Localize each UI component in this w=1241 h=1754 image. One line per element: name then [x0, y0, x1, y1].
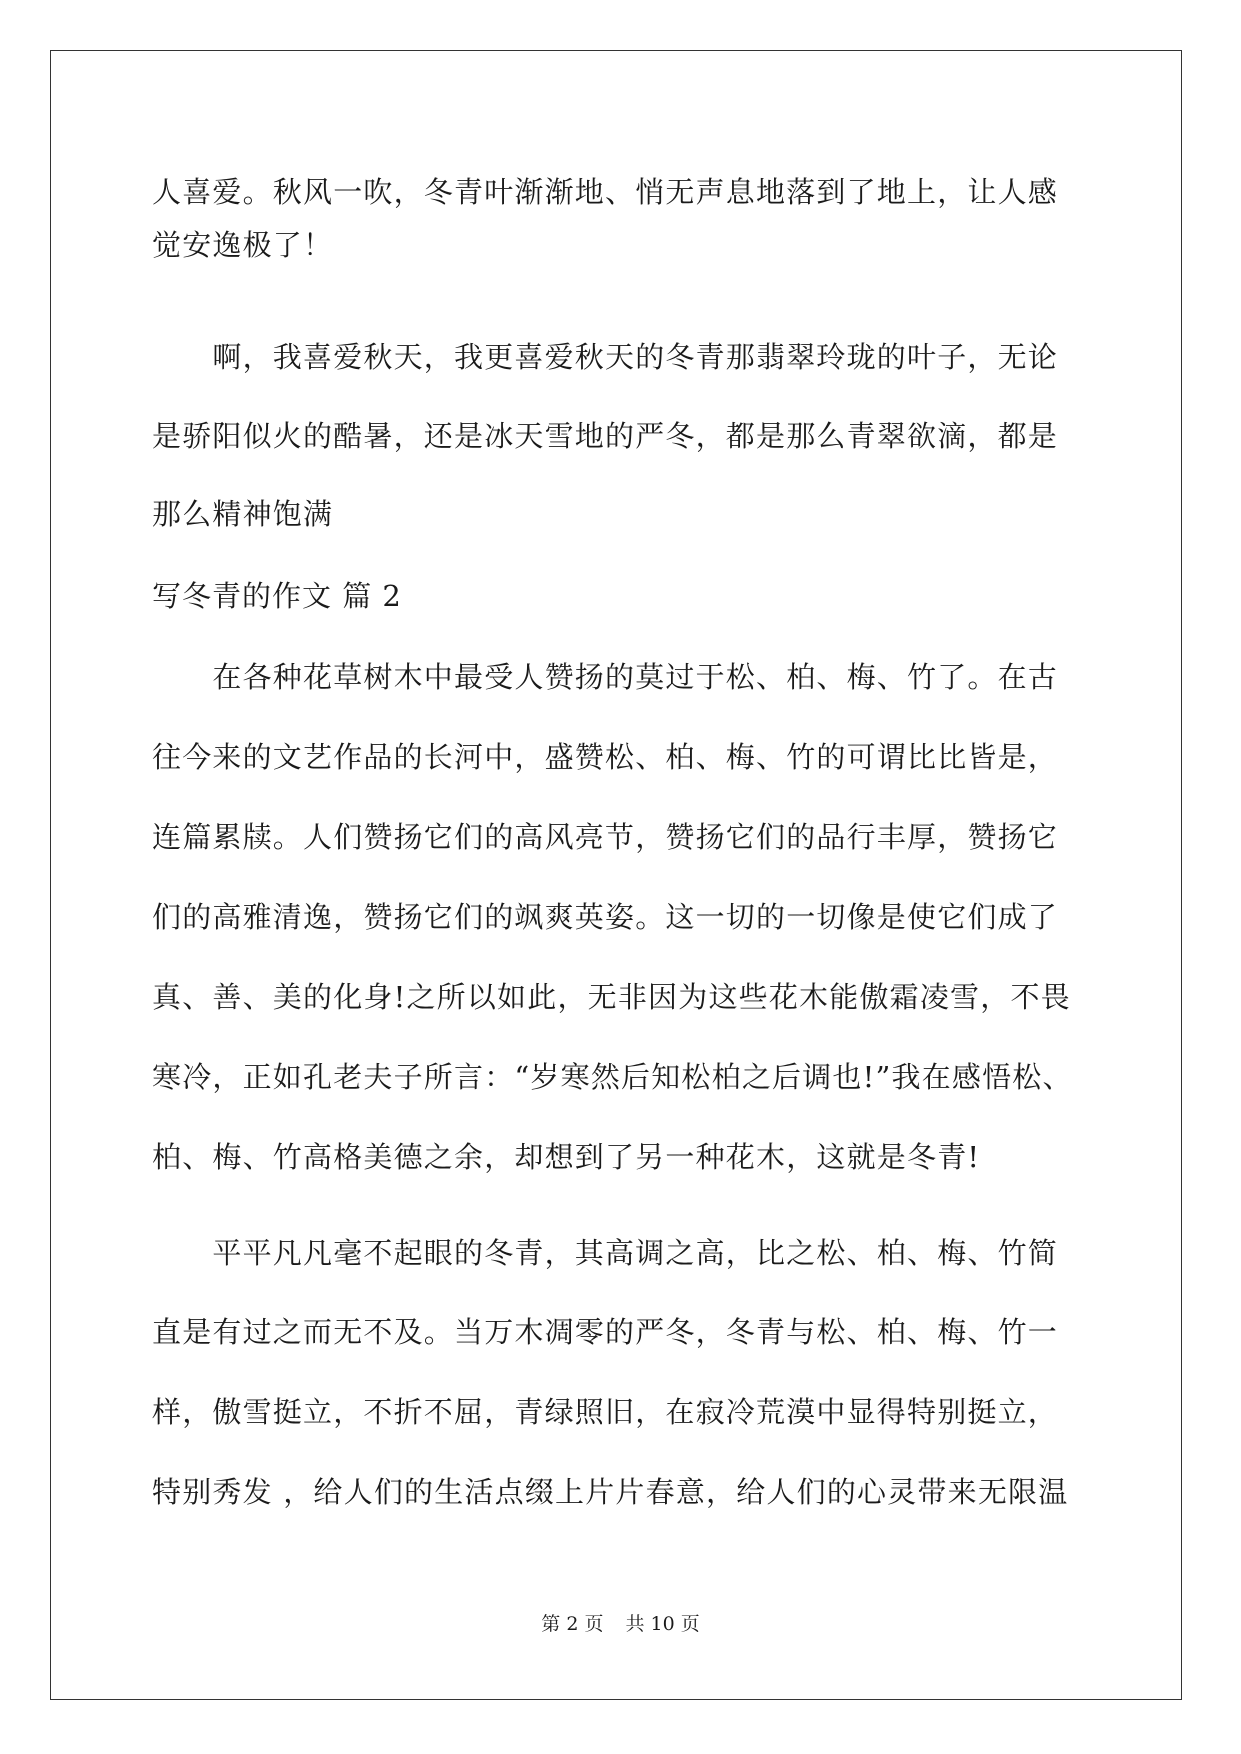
body-line: 柏、梅、竹高格美德之余，却想到了另一种花木，这就是冬青!: [152, 1140, 981, 1174]
body-line: 觉安逸极了！: [152, 228, 334, 262]
body-line: 寒冷，正如孔老夫子所言：“岁寒然后知松柏之后调也!”我在感悟松、: [152, 1060, 1073, 1094]
body-line: 在各种花草树木中最受人赞扬的莫过于松、柏、梅、竹了。在古: [152, 660, 1059, 694]
body-line: 是骄阳似火的酷暑，还是冰天雪地的严冬，都是那么青翠欲滴，都是: [152, 419, 1059, 453]
body-line: 连篇累牍。人们赞扬它们的高风亮节，赞扬它们的品行丰厚，赞扬它: [152, 820, 1059, 854]
page-footer: [0, 1612, 1241, 1636]
body-line: 样，傲雪挺立，不折不屈，青绿照旧，在寂冷荒漠中显得特别挺立，: [152, 1395, 1059, 1429]
body-line: 往今来的文艺作品的长河中，盛赞松、柏、梅、竹的可谓比比皆是，: [152, 740, 1059, 774]
page-total: 共 10 页: [625, 1613, 700, 1635]
body-line: 那么精神饱满: [152, 497, 334, 531]
body-line: 啊，我喜爱秋天，我更喜爱秋天的冬青那翡翠玲珑的叶子，无论: [152, 340, 1059, 374]
body-line: 人喜爱。秋风一吹，冬青叶渐渐地、悄无声息地落到了地上，让人感: [152, 175, 1059, 209]
body-line: 平平凡凡毫不起眼的冬青，其高调之高，比之松、柏、梅、竹简: [152, 1236, 1059, 1270]
page-number: 第 2 页: [541, 1613, 604, 1635]
section-heading: 写冬青的作文 篇 2: [152, 579, 402, 613]
body-line: 特别秀发 ，给人们的生活点缀上片片春意，给人们的心灵带来无限温: [152, 1475, 1069, 1509]
body-line: 真、善、美的化身!之所以如此，无非因为这些花木能傲霜凌雪，不畏: [152, 980, 1071, 1014]
body-line: 们的高雅清逸，赞扬它们的飒爽英姿。这一切的一切像是使它们成了: [152, 900, 1059, 934]
body-line: 直是有过之而无不及。当万木凋零的严冬，冬青与松、柏、梅、竹一: [152, 1315, 1059, 1349]
page-border: [50, 50, 1182, 1700]
